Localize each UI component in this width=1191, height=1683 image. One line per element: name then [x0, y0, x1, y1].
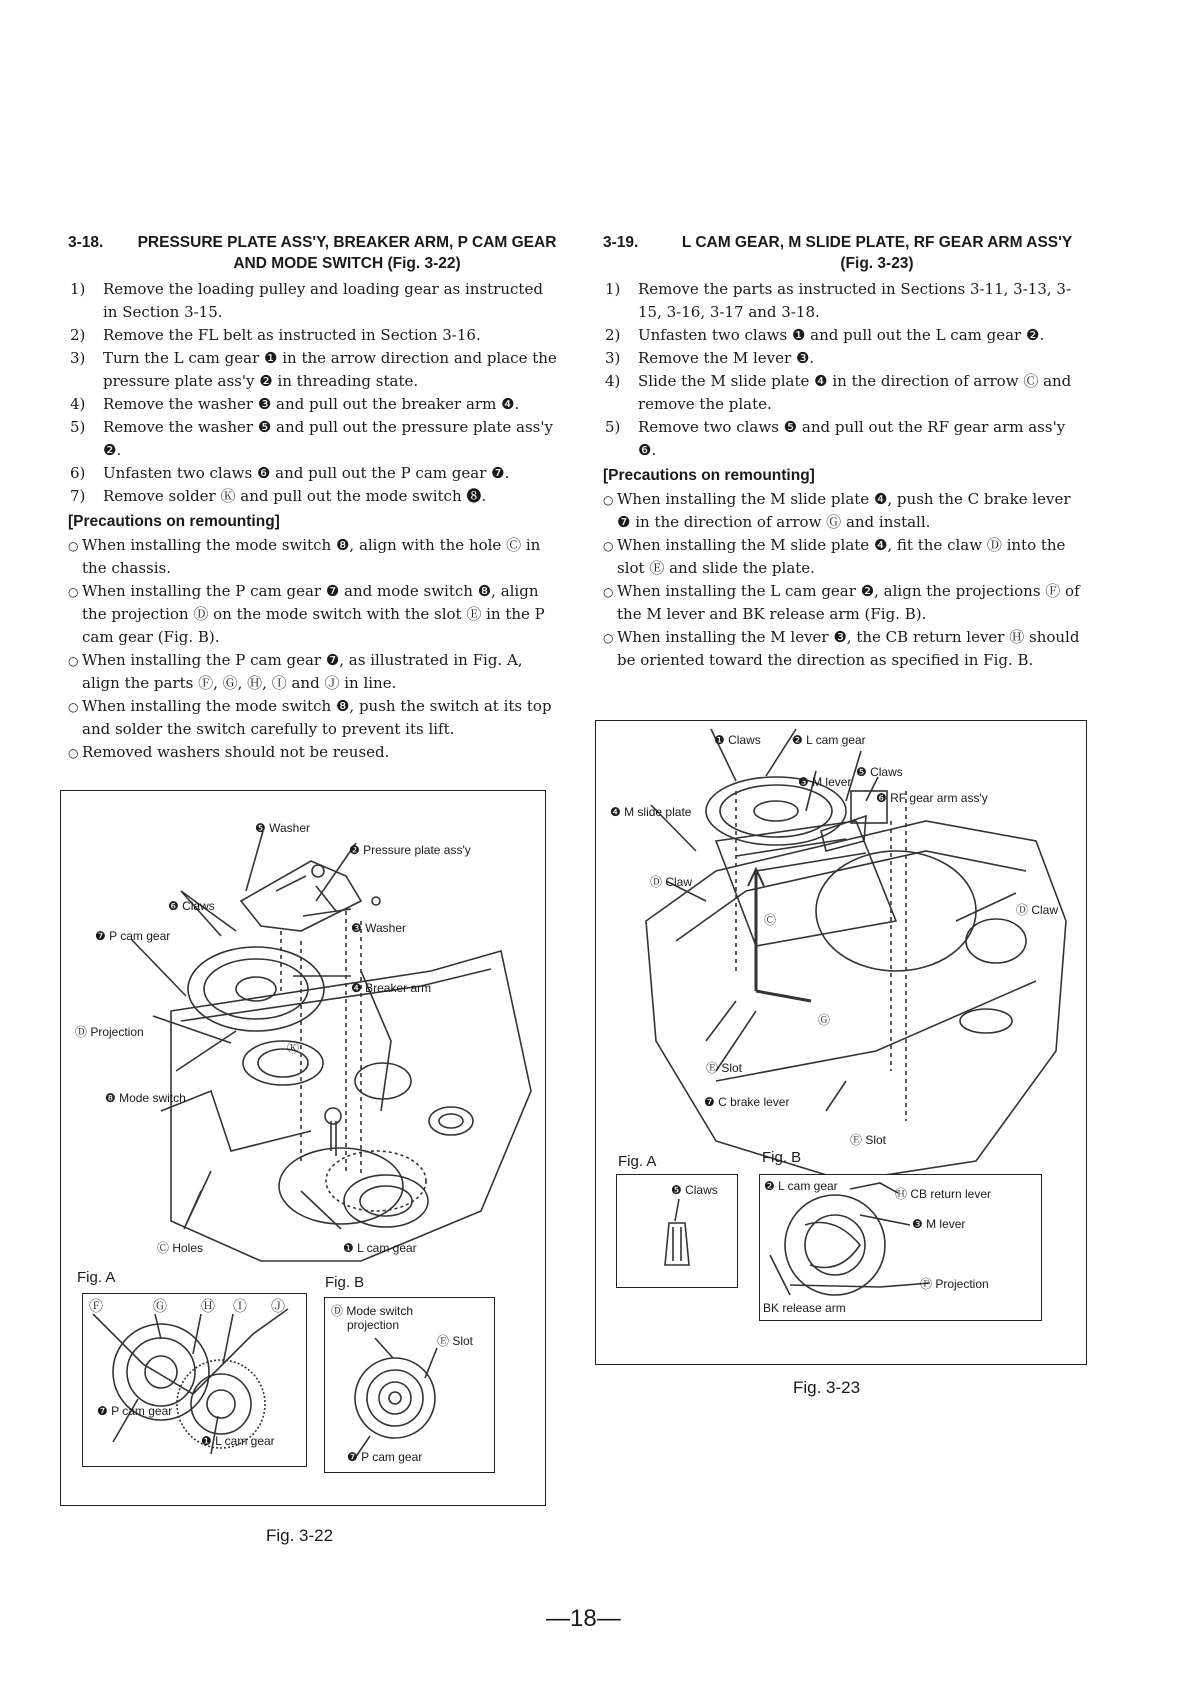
precaution-text: When installing the P cam gear ❼ and mode switch ❽, align the projection Ⓓ on the mode switch with the slot Ⓔ in the P cam gear (Fig. B).: [82, 582, 545, 646]
precaution-list: [603, 488, 1083, 672]
step-text: Slide the M slide plate ❹ in the direction of arrow Ⓒ and remove the plate.: [638, 372, 1072, 413]
label-g-mark: Ⓖ: [818, 1013, 831, 1027]
step-text: Turn the L cam gear ❶ in the arrow direction and place the pressure plate ass'y ❷ in threading state.: [103, 349, 557, 390]
fig-3-22-a: [82, 1293, 307, 1467]
label-b-mode-1: Ⓓ Mode switch: [331, 1304, 414, 1318]
section-number: 3-18.: [68, 234, 104, 251]
section-title: PRESSURE PLATE ASS'Y, BREAKER ARM, P CAM GEAR AND MODE SWITCH (Fig. 3-22): [137, 234, 557, 272]
label-breaker-arm: ❹ Breaker arm: [351, 981, 432, 995]
section-number: 3-19.: [603, 234, 639, 251]
step-number: 1): [605, 280, 621, 298]
label-k-mark: Ⓚ: [287, 1041, 300, 1055]
precaution-text: When installing the mode switch ❽, align with the hole Ⓒ in the chassis.: [82, 536, 541, 577]
step-item: [603, 416, 1083, 462]
step-text: Remove two claws ❺ and pull out the RF gear arm ass'y ❻.: [638, 418, 1066, 459]
step-number: 5): [70, 418, 86, 436]
caption-fig-3-23: Fig. 3-23: [793, 1378, 861, 1397]
step-text: Remove the M lever ❸.: [638, 349, 815, 367]
step-item: [68, 462, 558, 485]
precaution-item: [68, 534, 558, 580]
label-slot-e2: Ⓔ Slot: [850, 1133, 887, 1147]
step-number: 2): [605, 326, 621, 344]
label-claws-1: ❶ Claws: [714, 733, 761, 747]
step-text: Unfasten two claws ❶ and pull out the L cam gear ❷.: [638, 326, 1045, 344]
label-c-mark: Ⓒ: [764, 913, 777, 927]
step-item: [603, 278, 1083, 324]
precaution-text: When installing the P cam gear ❼, as illustrated in Fig. A, align the parts Ⓕ, Ⓖ, Ⓗ, Ⓘ and Ⓙ in line.: [82, 651, 523, 692]
fig-3-23-b: [759, 1174, 1042, 1321]
label-b-mode-2: projection: [347, 1318, 400, 1332]
label-m-lever: ❸ M lever: [798, 775, 852, 789]
precautions-heading: [Precautions on remounting]: [68, 513, 280, 530]
alignment-letters: [83, 1296, 306, 1316]
label-b-cb: Ⓗ CB return lever: [895, 1187, 992, 1201]
step-number: 3): [70, 349, 86, 367]
precaution-list: [68, 534, 558, 765]
precaution-text: Removed washers should not be reused.: [82, 743, 390, 761]
precaution-item: [68, 695, 558, 741]
precaution-text: When installing the M slide plate ❹, push the C brake lever ❼ in the direction of arrow Ⓖ and install.: [617, 490, 1071, 531]
precaution-item: [603, 580, 1083, 626]
precaution-item: [603, 534, 1083, 580]
label-a-claws: ❺ Claws: [671, 1183, 718, 1197]
label-projection: Ⓓ Projection: [75, 1025, 144, 1039]
bullet-icon: ○: [68, 746, 79, 760]
label-c-brake: ❼ C brake lever: [704, 1095, 790, 1109]
label-rf-gear: ❻ RF gear arm ass'y: [876, 791, 988, 805]
label-claw-d-left: Ⓓ Claw: [650, 875, 693, 889]
step-text: Remove solder Ⓚ and pull out the mode switch ❽.: [103, 487, 487, 505]
sub-fig-b-label: Fig. B: [325, 1274, 365, 1291]
bullet-icon: ○: [68, 700, 79, 714]
label-claws-5: ❺ Claws: [856, 765, 903, 779]
precaution-text: When installing the M lever ❸, the CB return lever Ⓗ should be oriented toward the direction as specified in Fig. B.: [617, 628, 1080, 669]
step-text: Remove the parts as instructed in Sections 3-11, 3-13, 3-15, 3-16, 3-17 and 3-18.: [638, 280, 1072, 321]
step-item: [603, 324, 1083, 347]
fig-3-22-b: [324, 1297, 495, 1473]
caption-fig-3-22: Fig. 3-22: [266, 1526, 334, 1545]
figure-3-23: [595, 720, 1087, 1365]
sub-fig-a-label: Fig. A: [77, 1269, 116, 1286]
label-a-p-cam: ❼ P cam gear: [97, 1404, 173, 1418]
step-text: Remove the washer ❺ and pull out the pressure plate ass'y ❷.: [103, 418, 553, 459]
alignment-letter: Ⓖ: [153, 1298, 167, 1314]
label-b-projection: Ⓕ Projection: [920, 1277, 989, 1291]
step-text: Remove the loading pulley and loading gear as instructed in Section 3-15.: [103, 280, 543, 321]
step-item: [68, 485, 558, 508]
label-mode-switch: ❽ Mode switch: [105, 1091, 186, 1105]
page-number: —18—: [546, 1605, 621, 1632]
label-p-cam-gear: ❼ P cam gear: [95, 929, 171, 943]
label-b-slot: Ⓔ Slot: [437, 1334, 474, 1348]
precaution-text: When installing the L cam gear ❷, align the projections Ⓕ of the M lever and BK release arm (Fig. B).: [617, 582, 1080, 623]
figure-3-22: [60, 790, 546, 1506]
sub-fig-b-label: Fig. B: [762, 1149, 802, 1166]
label-b-l-cam: ❷ L cam gear: [764, 1179, 838, 1193]
fig-3-23-a: [616, 1174, 738, 1288]
bullet-icon: ○: [68, 585, 79, 599]
precaution-text: When installing the mode switch ❽, push the switch at its top and solder the switch carefully to prevent its lift.: [82, 697, 552, 738]
precautions-heading: [Precautions on remounting]: [603, 467, 815, 484]
precaution-item: [603, 488, 1083, 534]
bullet-icon: ○: [603, 493, 614, 507]
step-number: 4): [605, 372, 621, 390]
step-number: 4): [70, 395, 86, 413]
step-list: [603, 278, 1083, 462]
label-l-cam-gear: ❷ L cam gear: [792, 733, 866, 747]
step-item: [68, 324, 558, 347]
alignment-letter: Ⓕ: [89, 1298, 103, 1314]
label-a-l-cam: ❶ L cam gear: [201, 1434, 275, 1448]
step-item: [68, 347, 558, 393]
label-slot-e1: Ⓔ Slot: [706, 1061, 743, 1075]
step-text: Unfasten two claws ❻ and pull out the P cam gear ❼.: [103, 464, 510, 482]
step-number: 1): [70, 280, 86, 298]
label-washer-5: ❺ Washer: [255, 821, 310, 835]
step-number: 7): [70, 487, 86, 505]
label-b-p-cam: ❼ P cam gear: [347, 1450, 423, 1464]
section-heading: [603, 232, 1083, 274]
section-heading: [68, 232, 558, 274]
precaution-item: [68, 741, 558, 765]
precaution-item: [68, 580, 558, 649]
bullet-icon: ○: [68, 654, 79, 668]
alignment-letter: Ⓗ: [201, 1298, 215, 1314]
step-number: 3): [605, 349, 621, 367]
step-text: Remove the FL belt as instructed in Section 3-16.: [103, 326, 481, 344]
sub-fig-a-label: Fig. A: [618, 1153, 657, 1170]
bullet-icon: ○: [603, 539, 614, 553]
step-number: 5): [605, 418, 621, 436]
section-3-18: [68, 232, 558, 765]
alignment-letter: Ⓙ: [271, 1298, 285, 1314]
alignment-letter: Ⓘ: [233, 1298, 247, 1314]
label-m-slide: ❹ M slide plate: [610, 805, 692, 819]
step-item: [68, 278, 558, 324]
precaution-item: [68, 649, 558, 695]
step-item: [68, 393, 558, 416]
label-holes: Ⓒ Holes: [157, 1241, 204, 1255]
step-number: 2): [70, 326, 86, 344]
step-item: [603, 370, 1083, 416]
step-item: [68, 416, 558, 462]
step-list: [68, 278, 558, 508]
label-l-cam-gear: ❶ L cam gear: [343, 1241, 417, 1255]
section-3-19: [603, 232, 1083, 672]
label-pressure-plate: ❷ Pressure plate ass'y: [349, 843, 471, 857]
label-washer-3: ❸ Washer: [351, 921, 406, 935]
precaution-item: [603, 626, 1083, 672]
section-title: L CAM GEAR, M SLIDE PLATE, RF GEAR ARM ASS'Y (Fig. 3-23): [681, 234, 1073, 272]
bullet-icon: ○: [603, 631, 614, 645]
label-claws: ❻ Claws: [168, 899, 215, 913]
label-claw-d-right: Ⓓ Claw: [1016, 903, 1059, 917]
bullet-icon: ○: [68, 539, 79, 553]
label-b-bk: BK release arm: [763, 1301, 846, 1315]
step-text: Remove the washer ❸ and pull out the breaker arm ❹.: [103, 395, 520, 413]
precaution-text: When installing the M slide plate ❹, fit the claw Ⓓ into the slot Ⓔ and slide the plate.: [617, 536, 1066, 577]
step-item: [603, 347, 1083, 370]
bullet-icon: ○: [603, 585, 614, 599]
label-b-m-lever: ❸ M lever: [912, 1217, 966, 1231]
step-number: 6): [70, 464, 86, 482]
